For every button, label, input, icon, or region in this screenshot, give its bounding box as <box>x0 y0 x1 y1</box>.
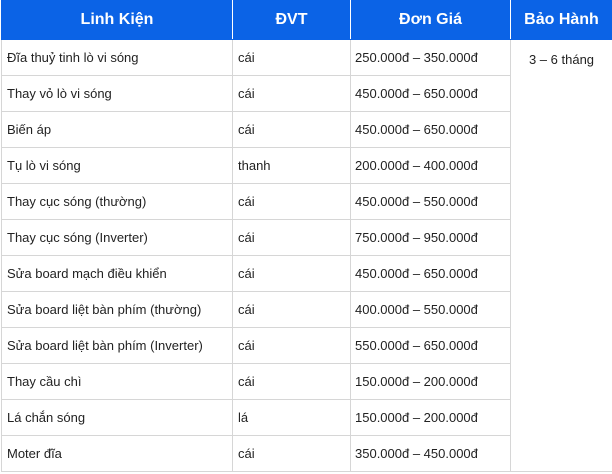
header-unit: ĐVT <box>233 1 351 40</box>
cell-component: Tụ lò vi sóng <box>2 148 233 184</box>
cell-price: 450.000đ – 650.000đ <box>351 76 511 112</box>
cell-price: 450.000đ – 650.000đ <box>351 112 511 148</box>
cell-unit: cái <box>233 364 351 400</box>
cell-component: Sửa board liệt bàn phím (thường) <box>2 292 233 328</box>
cell-price: 200.000đ – 400.000đ <box>351 148 511 184</box>
cell-price: 350.000đ – 450.000đ <box>351 436 511 472</box>
cell-price: 550.000đ – 650.000đ <box>351 328 511 364</box>
cell-unit: cái <box>233 112 351 148</box>
cell-unit: cái <box>233 184 351 220</box>
price-table <box>1 0 612 472</box>
table-body <box>2 40 612 472</box>
cell-price: 750.000đ – 950.000đ <box>351 220 511 256</box>
cell-unit: cái <box>233 256 351 292</box>
header-row <box>2 1 612 40</box>
header-component: Linh Kiện <box>2 1 233 40</box>
cell-price: 150.000đ – 200.000đ <box>351 364 511 400</box>
cell-component: Sửa board mạch điều khiển <box>2 256 233 292</box>
cell-unit: cái <box>233 76 351 112</box>
table-row <box>2 40 612 76</box>
cell-component: Moter đĩa <box>2 436 233 472</box>
cell-price: 400.000đ – 550.000đ <box>351 292 511 328</box>
cell-component: Thay cầu chì <box>2 364 233 400</box>
header-warranty: Bảo Hành <box>511 1 612 40</box>
header-price: Đơn Giá <box>351 1 511 40</box>
cell-component: Biến áp <box>2 112 233 148</box>
cell-component: Đĩa thuỷ tinh lò vi sóng <box>2 40 233 76</box>
cell-price: 250.000đ – 350.000đ <box>351 40 511 76</box>
cell-warranty: 3 – 6 tháng <box>511 40 612 472</box>
cell-unit: cái <box>233 328 351 364</box>
cell-unit: cái <box>233 220 351 256</box>
cell-price: 450.000đ – 550.000đ <box>351 184 511 220</box>
cell-unit: cái <box>233 436 351 472</box>
cell-component: Sửa board liệt bàn phím (Inverter) <box>2 328 233 364</box>
cell-component: Thay cục sóng (thường) <box>2 184 233 220</box>
cell-component: Lá chắn sóng <box>2 400 233 436</box>
cell-component: Thay cục sóng (Inverter) <box>2 220 233 256</box>
table-header <box>2 1 612 40</box>
cell-unit: cái <box>233 40 351 76</box>
cell-component: Thay vỏ lò vi sóng <box>2 76 233 112</box>
cell-unit: cái <box>233 292 351 328</box>
cell-unit: lá <box>233 400 351 436</box>
cell-price: 150.000đ – 200.000đ <box>351 400 511 436</box>
cell-price: 450.000đ – 650.000đ <box>351 256 511 292</box>
cell-unit: thanh <box>233 148 351 184</box>
